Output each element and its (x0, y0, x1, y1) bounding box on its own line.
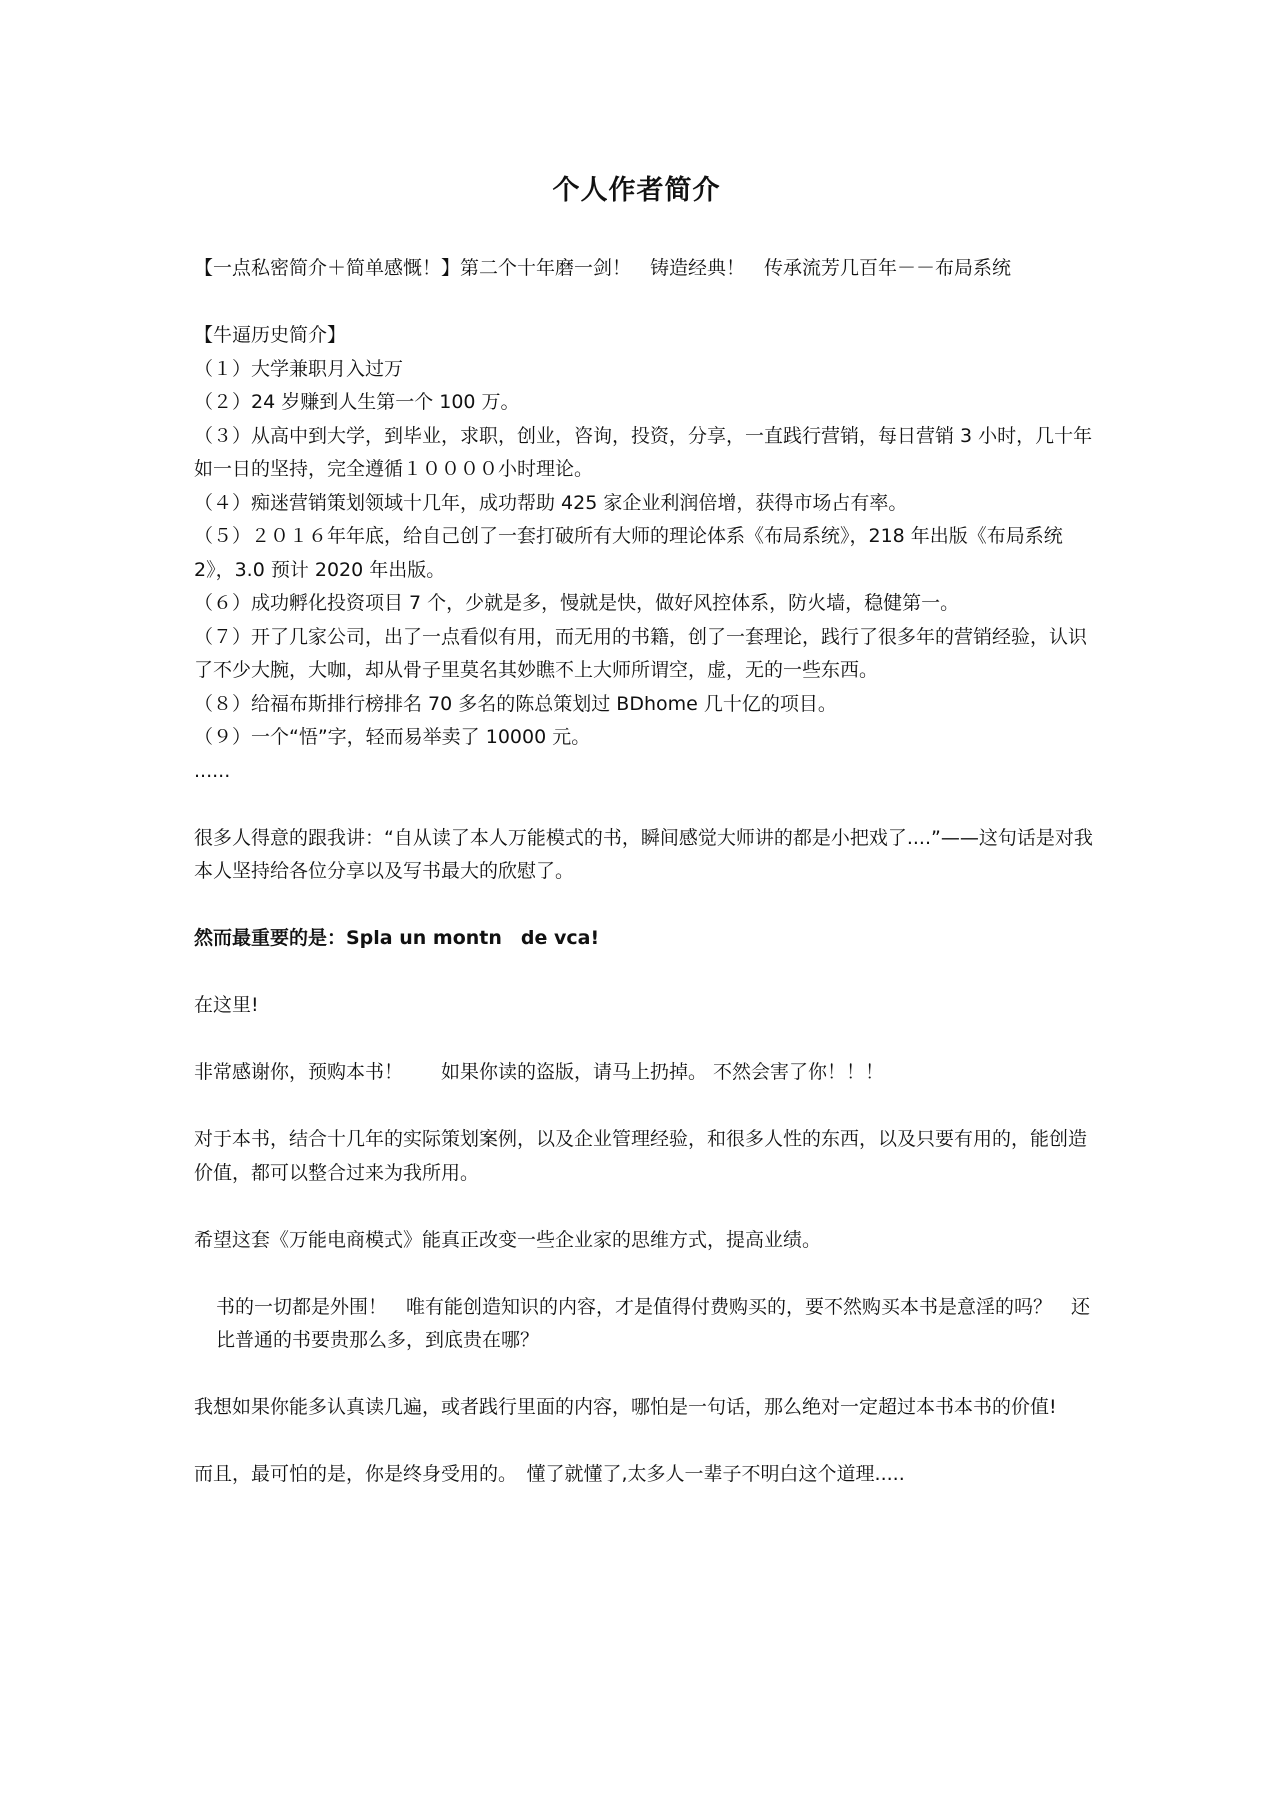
history-item: （９）一个“悟”字，轻而易举卖了 10000 元。 (194, 726, 591, 748)
book-outside-paragraph: 书的一切都是外围！ 唯有能创造知识的内容，才是值得付费购买的，要不然购买本书是意淫的吗？ 还比普通的书要贵那么多，到底贵在哪？ (216, 1295, 1091, 1351)
important-line: 然而最重要的是：Spla un montn de vca! (194, 927, 600, 949)
history-item: （６）成功孵化投资项目 7 个，少就是多，慢就是快，做好风控体系，防火墙，稳健第一。 (194, 592, 960, 614)
history-item: （３）从高中到大学，到毕业，求职，创业，咨询，投资，分享，一直践行营销，每日营销 3 小时，几十年如一日的坚持，完全遵循１００００小时理论。 (194, 424, 1093, 480)
document-body (194, 252, 1094, 1492)
quote-paragraph: 很多人得意的跟我讲：“自从读了本人万能模式的书，瞬间感觉大师讲的都是小把戏了....”——这句话是对我本人坚持给各位分享以及写书最大的欣慰了。 (194, 826, 1093, 882)
history-item: （４）痴迷营销策划领域十几年，成功帮助 425 家企业利润倍增，获得市场占有率。 (194, 491, 908, 514)
history-item: （７）开了几家公司，出了一点看似有用，而无用的书籍，创了一套理论，践行了很多年的营销经验，认识了不少大腕，大咖，却从骨子里莫名其妙瞧不上大师所谓空，虚，无的一些东西。 (194, 625, 1088, 681)
thanks-line: 非常感谢你，预购本书！ 如果你读的盗版，请马上扔掉。 不然会害了你！！！ (194, 1061, 885, 1083)
scary-line: 而且，最可怕的是，你是终身受用的。 懂了就懂了,太多人一辈子不明白这个道理..... (194, 1463, 905, 1485)
ellipsis: ...... (194, 759, 231, 782)
if-read-paragraph: 我想如果你能多认真读几遍，或者践行里面的内容，哪怕是一句话，那么绝对一定超过本书本书的价值! (194, 1396, 1057, 1418)
page-title: 个人作者简介 (552, 175, 721, 206)
hope-line: 希望这套《万能电商模式》能真正改变一些企业家的思维方式，提高业绩。 (194, 1228, 822, 1251)
history-item: （５）２０１６年年底，给自己创了一套打破所有大师的理论体系《布局系统》，218 年出版《布局系统 2》，3.0 预计 2020 年出版。 (194, 525, 1069, 581)
history-item: （８）给福布斯排行榜排名 70 多名的陈总策划过 BDhome 几十亿的项目。 (194, 692, 837, 715)
history-item: （１）大学兼职月入过万 (194, 357, 404, 380)
intro-paragraph: 【一点私密简介＋简单感慨！】第二个十年磨一剑！ 铸造经典！ 传承流芳几百年－－布局系统 (194, 257, 1012, 279)
history-item: （２）24 岁赚到人生第一个 100 万。 (194, 391, 520, 413)
here-line: 在这里! (194, 994, 259, 1016)
about-book-paragraph: 对于本书，结合十几年的实际策划案例，以及企业管理经验，和很多人性的东西，以及只要有用的，能创造价值，都可以整合过来为我所用。 (194, 1128, 1088, 1184)
history-heading: 【牛逼历史简介】 (194, 324, 347, 346)
